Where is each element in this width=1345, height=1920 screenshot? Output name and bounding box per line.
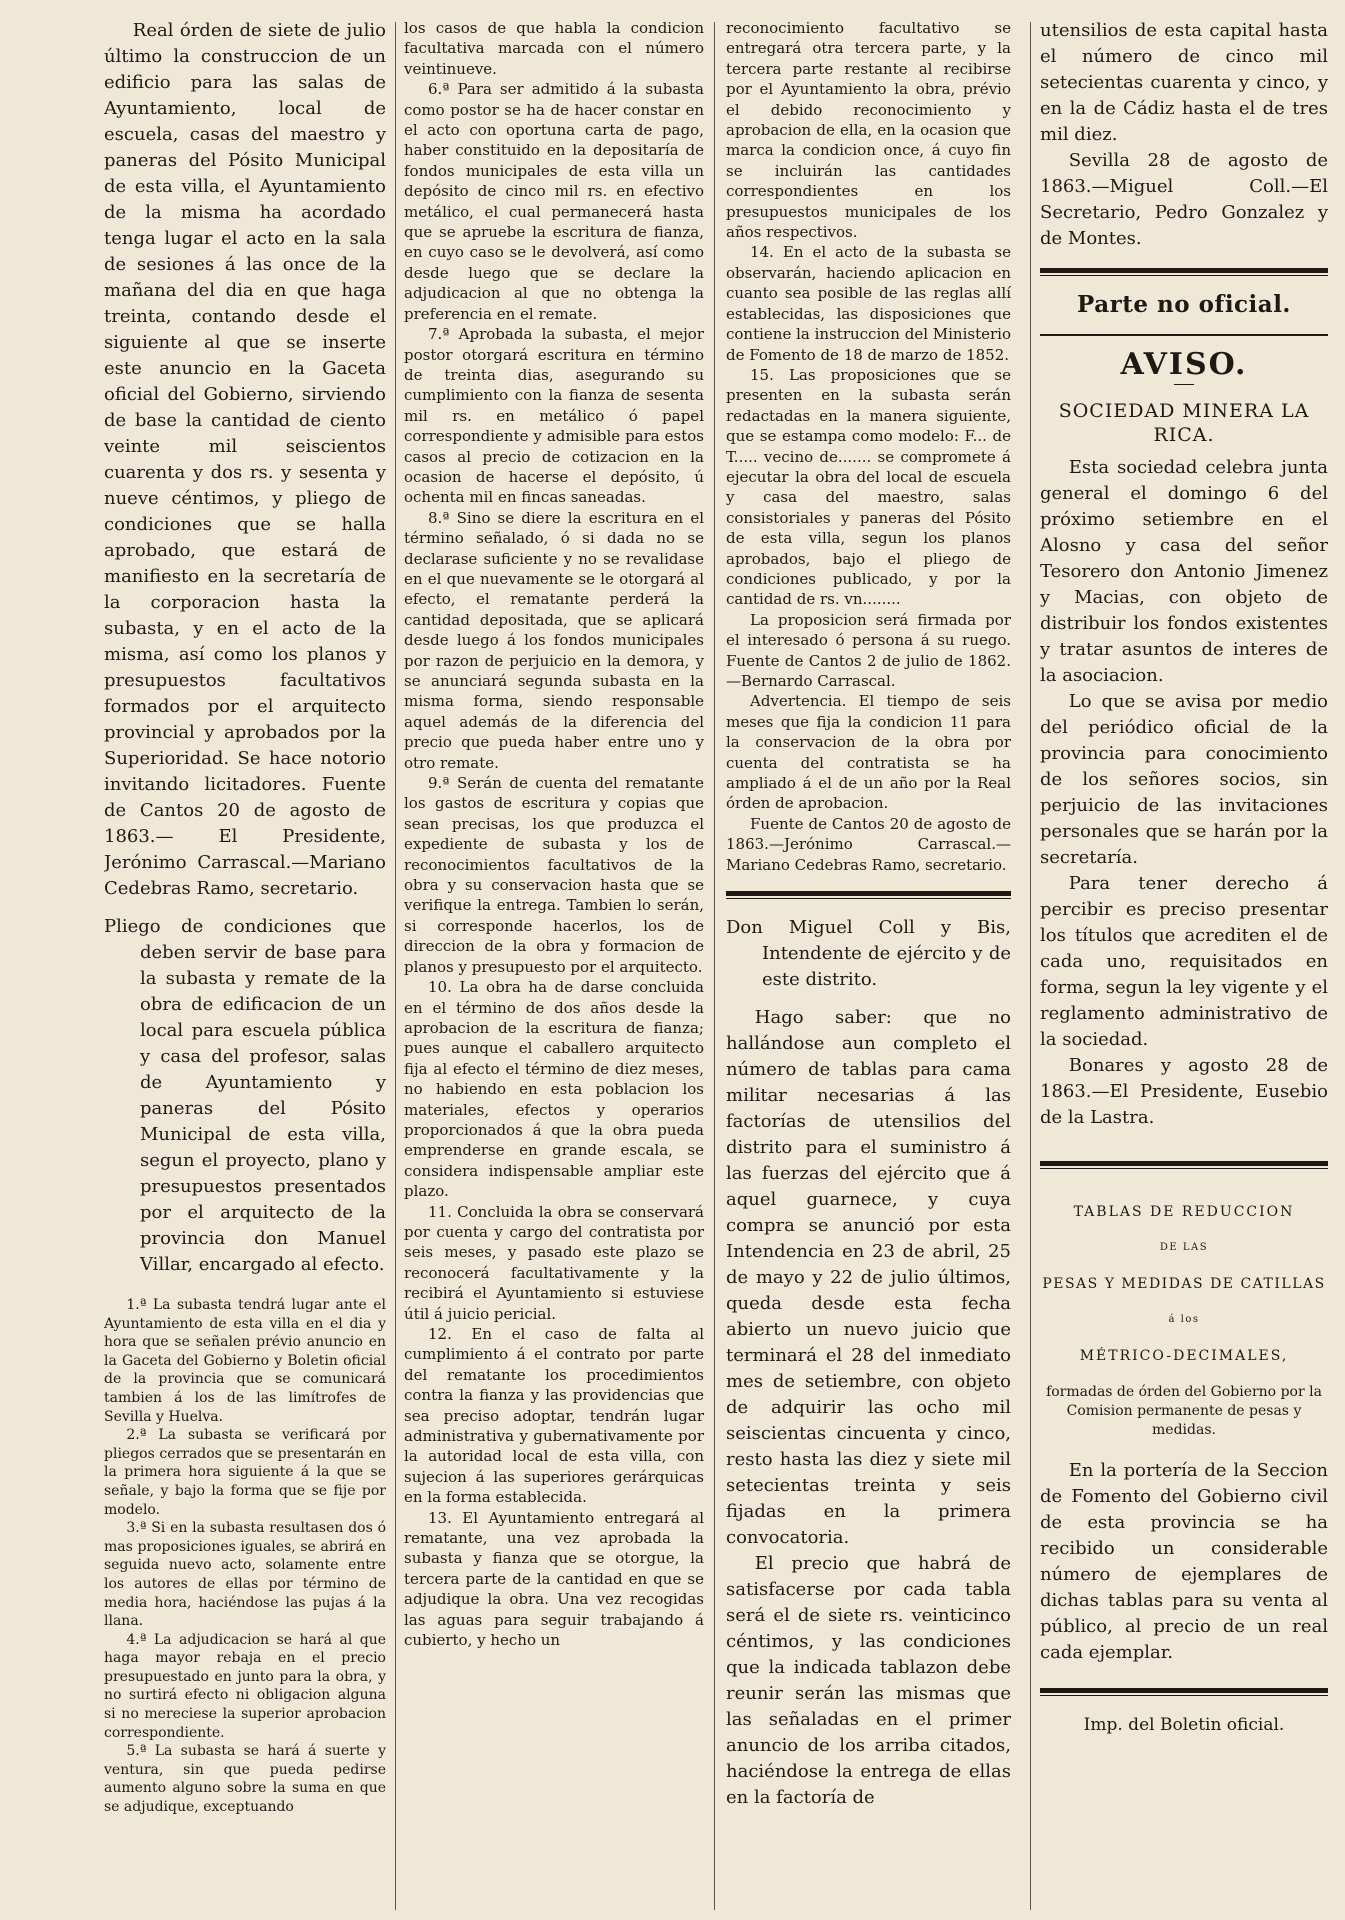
aviso-paragraph-2: Lo que se avisa por medio del periódico oficial de la provincia para conocimiento de los señores socios, sin perjuicio de las invitaciones personales que se harán por la secretaría. bbox=[1040, 691, 1328, 868]
column-1 bbox=[104, 18, 386, 1908]
condition-10: 10. La obra ha de darse concluida en el término de dos años desde la aprobacion de la escritura de fianza; pues aunque el caballero arquitecto fija al efecto el término de diez meses, no habiendo en esta poblacion los materiales, efectos y operarios proporcionados á que la obra pueda emprenderse en grande escala, se considera indispensable ampliar este plazo. bbox=[404, 978, 704, 1201]
condition-2: 2.ª La subasta se verificará por pliegos cerrados que se presentarán en la primera hora siguiente á la que se señale, y bajo la forma que se fije por modelo. bbox=[104, 1427, 386, 1518]
condition-5: 5.ª La subasta se hará á suerte y ventura, sin que pueda pedirse aumento alguno sobre la suma en que se adjudique, exceptuando bbox=[104, 1743, 386, 1816]
condition-11: 11. Concluida la obra se conservará por cuenta y cargo del contratista por seis meses, y pasado este plazo se reconocerá facultativamente y la recibirá el Ayuntamiento si estuviese útil á juicio pericial. bbox=[404, 1202, 704, 1323]
column-divider bbox=[714, 22, 715, 1910]
condition-5-continued: los casos de que habla la condicion facultativa marcada con el número veintinueve. bbox=[404, 19, 704, 78]
aviso-heading: AVISO. bbox=[1120, 347, 1248, 382]
condition-6: 6.ª Para ser admitido á la subasta como postor se ha de hacer constar en el acto con oportuna carta de pago, haber constituido en la depositaría de fondos municipales de esta villa un depósito de cinco mil rs. en efectivo metálico, el cual permanecerá hasta que se apruebe la escritura de fianza, en cuyo caso se le devolverá, así como desde luego que se declare la adjudicacion al que no obtenga la preferencia en el remate. bbox=[404, 80, 704, 323]
section-rule bbox=[1040, 1688, 1328, 1696]
column-divider bbox=[395, 22, 396, 1910]
aviso-paragraph-1: Esta sociedad celebra junta general el domingo 6 del próximo setiembre en el Alosno y casa del señor Tesorero don Antonio Jimenez y Macias, con objeto de distribuir los fondos existentes y tratar asuntos de interes de la asociacion. bbox=[1040, 457, 1328, 686]
conditions-list bbox=[104, 1296, 386, 1817]
precio-paragraph: El precio que habrá de satisfacerse por cada tabla será el de siete rs. veinticinco céntimos, y las condiciones que la indicada tablazon debe reunir serán las mismas que las señaladas en el primer anuncio de los arriba citados, haciéndose la entrega de ellas en la factoría de bbox=[726, 1553, 1011, 1809]
metrico-heading: MÉTRICO-DECIMALES, bbox=[1079, 1348, 1289, 1364]
de-las-line: DE LAS bbox=[1159, 1242, 1209, 1253]
condition-8: 8.ª Sino se diere la escritura en el término señalado, ó si dada no se declarase suficiente y no se revalidase en el que nuevamente se le otorgará al efecto, el rematante perderá la cantidad depositada, que se aplicará desde luego á los fondos municipales por razon de perjuicio en la demora, y se anunciará segunda subasta en la misma forma, siendo responsable aquel además de la diferencia del precio que pueda haber entre uno y otro remate. bbox=[404, 508, 704, 772]
condition-1: 1.ª La subasta tendrá lugar ante el Ayuntamiento de esta villa en el dia y hora que se señalen prévio anuncio en la Gaceta del Gobierno y Boletin oficial de la provincia que se comunicará tambien á los de las limítrofes de Sevilla y Huelva. bbox=[104, 1297, 386, 1425]
column-divider bbox=[1030, 22, 1031, 1910]
sevilla-signature: Sevilla 28 de agosto de 1863.—Miguel Coll.—El Secretario, Pedro Gonzalez y de Montes. bbox=[1040, 150, 1328, 249]
tablas-heading: TABLAS DE REDUCCION bbox=[1073, 1204, 1295, 1220]
condition-13-continued: reconocimiento facultativo se entregará otra tercera parte, y la tercera parte restante al recibirse por el Ayuntamiento la obra, prévio el debido reconocimiento y aprobacion de ella, en la ocasion que marca la condicion once, á cuyo fin se incluirán las cantidades correspondientes en los presupuestos municipales de los años respectivos. bbox=[726, 19, 1011, 242]
condition-4: 4.ª La adjudicacion se hará al que haga mayor rebaja en el precio presupuestado en junto para la obra, y no surtirá efecto ni obligacion alguna si no mereciese la superior aprobacion correspondiente. bbox=[104, 1631, 386, 1741]
condition-9: 9.ª Serán de cuenta del rematante los gastos de escritura y copias que sean precisas, los que produzca el expediente de subasta y los de reconocimientos facultativos de la obra y su conservacion hasta que se verifique la entrega. Tambien lo serán, si corresponde hacerlos, los de direccion de la obra y formacion de planos y presupuesto por el arquitecto. bbox=[404, 774, 704, 976]
advertencia: Advertencia. El tiempo de seis meses que fija la condicion 11 para la conservacion de la obra por cuenta del contratista se ha ampliado á el de un año por la Real órden de aprobacion. bbox=[726, 692, 1011, 813]
condition-3: 3.ª Si en la subasta resultasen dos ó mas proposiciones iguales, se abrirá en seguida nuevo acto, solamente entre los autores de ellas por término de media hora, haciéndose las pujas á la llana. bbox=[104, 1520, 386, 1630]
condition-7: 7.ª Aprobada la subasta, el mejor postor otorgará escritura en término de treinta dias, asegurando su cumplimiento con la fianza de sesenta mil rs. en metálico ó papel correspondiente y admisible para estos casos al precio de cotizacion en la ocasion de hacerse el depósito, ú ochenta mil en fincas saneadas. bbox=[404, 325, 704, 507]
formadas-note: formadas de órden del Gobierno por la Comision permanente de pesas y medidas. bbox=[1046, 1384, 1322, 1438]
hago-saber: Hago saber: que no hallándose aun completo el número de tablas para cama militar necesarias á las factorías de utensilios del distrito para el suministro á las fuerzas del ejército que á aquel guarnece, y cuya compra se anunció por esta Intendencia en 23 de abril, 25 de mayo y 22 de julio últimos, queda desde esta fecha abierto un nuevo juicio que terminará el 28 del inmediato mes de setiembre, con objeto de adquirir las ocho mil seiscientas cincuenta y cinco, resto hasta las diez y siete mil setecientas treinta y seis fijadas en la primera convocatoria. bbox=[726, 1007, 1011, 1549]
condition-14: 14. En el acto de la subasta se observarán, haciendo aplicacion en cuanto sea posible de las reglas allí establecidas, las disposiciones que contiene la instruccion del Ministerio de Fomento de 18 de marzo de 1852. bbox=[726, 243, 1011, 364]
aviso-paragraph-3: Para tener derecho á percibir es preciso presentar los títulos que acrediten el de cada uno, requisitados en forma, segun la ley vigente y el reglamento administrativo de la sociedad. bbox=[1040, 873, 1328, 1050]
proposal-signature: La proposicion será firmada por el interesado ó persona á su ruego. Fuente de Cantos 2 de julio de 1862.—Bernardo Carrascal. bbox=[726, 610, 1011, 690]
small-dash bbox=[1174, 384, 1194, 385]
subasta-announcement: Real órden de siete de julio último la construccion de un edificio para las salas de Ayuntamiento, local de escuela, casas del maestro y paneras del Pósito Municipal de esta villa, el Ayuntamiento de la misma ha acordado tenga lugar el acto en la sala de sesiones á las once de la mañana del dia en que haga treinta, contando desde el siguiente al que se inserte este anuncio en la Gaceta oficial del Gobierno, sirviendo de base la cantidad de ciento veinte mil seiscientos cuarenta y dos rs. y sesenta y nueve céntimos, y pliego de condiciones que se halla aprobado, que estará de manifiesto en la secretaría de la corporacion hasta la subasta, y en el acto de la misma, así como los planos y presupuestos facultativos formados por el arquitecto provincial y aprobados por la Superioridad. Se hace notorio invitando licitadores. Fuente de Cantos 20 de agosto de 1863.— El Presidente, Jerónimo Carrascal.—Mariano Cedebras Ramo, secretario. bbox=[104, 20, 386, 899]
condition-15: 15. Las proposiciones que se presenten en la subasta serán redactadas en la manera siguiente, que se estampa como modelo: F... de T..... vecino de....... se compromete á ejecutar la obra del local de escuela y casa del maestro, salas consistoriales y paneras del Pósito de esta villa, segun los planos aprobados, bajo el pliego de condiciones publicado, y por la cantidad de rs. vn........ bbox=[726, 365, 1011, 609]
section-rule bbox=[726, 891, 1011, 899]
column-3 bbox=[726, 18, 1011, 1908]
intendente-heading: Don Miguel Coll y Bis, Intendente de ejército y de este distrito. bbox=[726, 917, 1011, 991]
aviso-signature: Bonares y agosto 28 de 1863.—El Presidente, Eusebio de la Lastra. bbox=[1040, 1055, 1328, 1128]
section-rule bbox=[1040, 334, 1328, 336]
pesas-heading: PESAS Y MEDIDAS DE CATILLAS bbox=[1042, 1276, 1326, 1292]
condition-12: 12. En el caso de falta al cumplimiento á el contrato por parte del rematante los procedimientos contra la fianza y las providencias que sea preciso adoptar, tendrán lugar administrativa y gubernativamente por la autoridad local de esta villa, con sujecion á las superiores gerárquicas en la forma establecida. bbox=[404, 1325, 704, 1507]
a-los-line: á los bbox=[1168, 1314, 1200, 1325]
utensilios-continued: utensilios de esta capital hasta el número de cinco mil setecientas cuarenta y cinco, y en la de Cádiz hasta el de tres mil diez. bbox=[1040, 20, 1328, 145]
column-2 bbox=[404, 18, 704, 1908]
printer-imprint: Imp. del Boletin oficial. bbox=[1083, 1715, 1285, 1735]
condition-13: 13. El Ayuntamiento entregará al rematante, una vez aprobada la subasta y fianza que se otorgue, la tercera parte de la cantidad en que se adjudique la obra. Una vez recogidas las aguas para seguir trabajando á cubierto, y hecho un bbox=[404, 1508, 704, 1650]
section-rule bbox=[1040, 268, 1328, 276]
parte-no-oficial-heading: Parte no oficial. bbox=[1077, 291, 1291, 318]
section-rule bbox=[1040, 1161, 1328, 1169]
porteria-paragraph: En la portería de la Seccion de Fomento del Gobierno civil de esta provincia se ha recibido un considerable número de ejemplares de dichas tablas para su venta al público, al precio de un real cada ejemplar. bbox=[1040, 1460, 1328, 1663]
column-4 bbox=[1040, 18, 1328, 1908]
date-signature: Fuente de Cantos 20 de agosto de 1863.—Jerónimo Carrascal.—Mariano Cedebras Ramo, secretario. bbox=[726, 814, 1011, 874]
pliego-heading: Pliego de condiciones que deben servir de base para la subasta y remate de la obra de edificacion de un local para escuela pública y casa del profesor, salas de Ayuntamiento y paneras del Pósito Municipal de esta villa, segun el proyecto, plano y presupuestos presentados por el arquitecto de la provincia don Manuel Villar, encargado al efecto. bbox=[104, 916, 386, 1275]
sociedad-heading: SOCIEDAD MINERA LA RICA. bbox=[1058, 400, 1310, 446]
